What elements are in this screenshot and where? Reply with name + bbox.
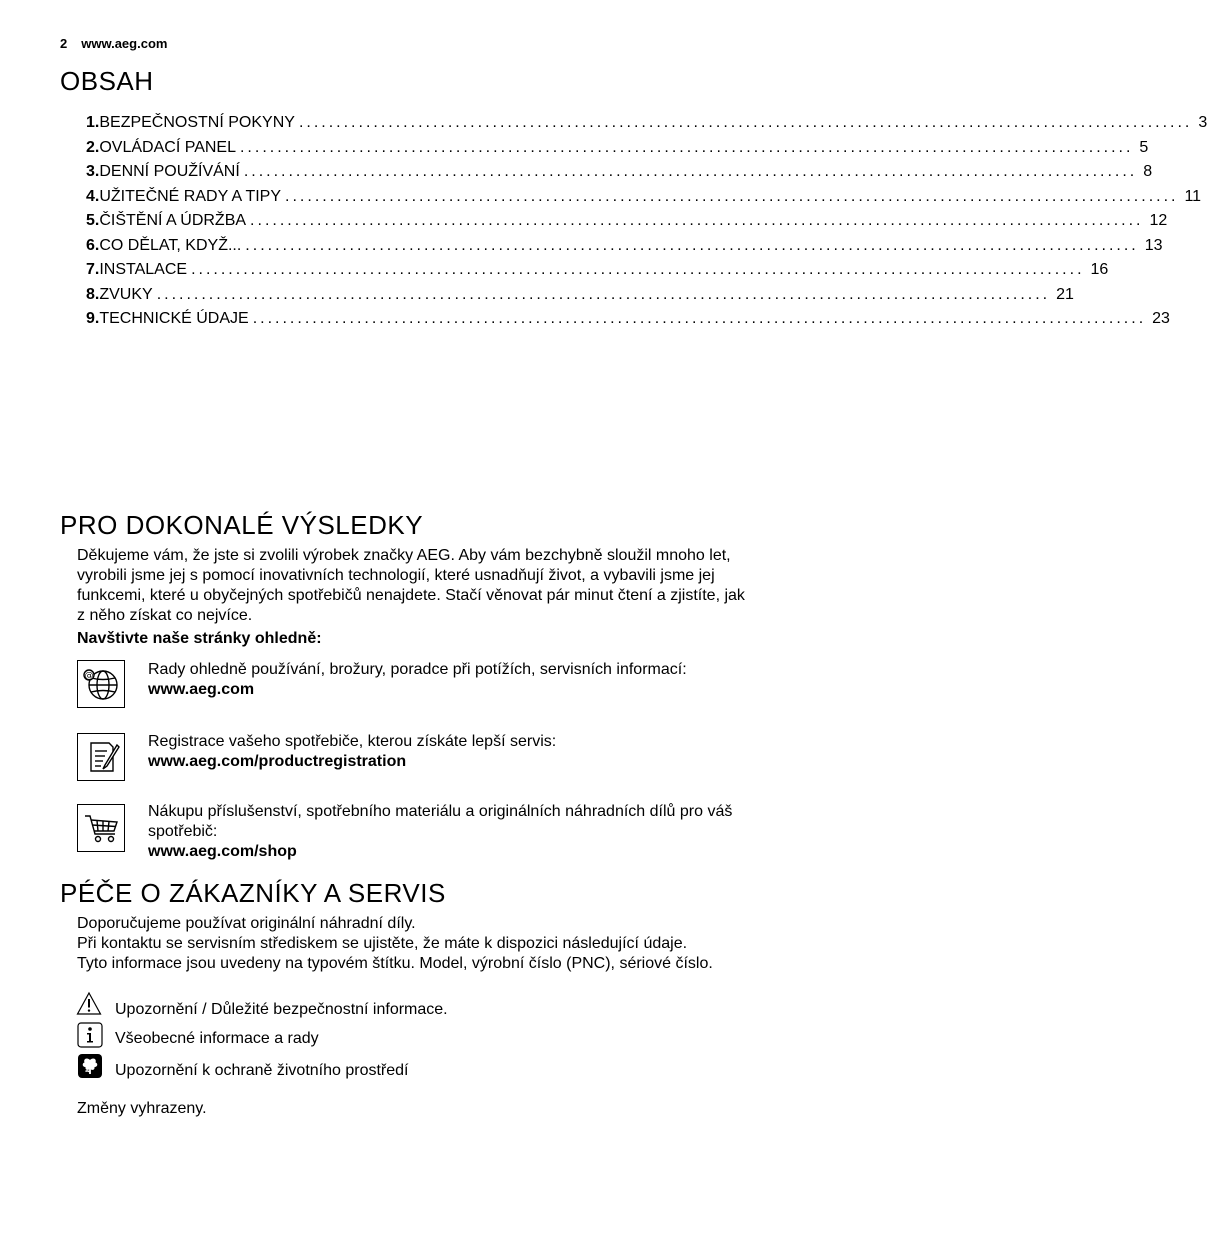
service-line: Doporučujeme používat originální náhradní díly. bbox=[77, 915, 416, 932]
link-description-line: Nákupu příslušenství, spotřebního materiálu a originálních náhradních dílů pro váš bbox=[148, 803, 733, 820]
toc-item[interactable] bbox=[86, 163, 1153, 188]
toc-dot-leader: ........................................................................................................................ bbox=[252, 310, 1147, 327]
intro-line: funkcemi, které u obyčejných spotřebičů nenajdete. Stačí věnovat pár minut čtení a zjistíte, jak bbox=[77, 587, 745, 604]
toc-item-title: DENNÍ POUŽÍVÁNÍ bbox=[99, 163, 240, 180]
results-section-title: PRO DOKONALÉ VÝSLEDKY bbox=[60, 510, 424, 540]
toc-item-title: CO DĚLAT, KDYŽ... bbox=[99, 236, 242, 254]
changes-reserved: Změny vyhrazeny. bbox=[77, 1100, 207, 1117]
toc-item-title: BEZPEČNOSTNÍ POKYNY bbox=[99, 114, 295, 131]
service-line: Tyto informace jsou uvedeny na typovém štítku. Model, výrobní číslo (PNC), sériové číslo. bbox=[77, 955, 713, 972]
toc-item-number: 8. bbox=[86, 285, 100, 303]
toc-item[interactable] bbox=[86, 285, 1074, 311]
page-header bbox=[60, 36, 167, 51]
toc-item-title: TECHNICKÉ ÚDAJE bbox=[99, 310, 249, 327]
shop-link[interactable]: www.aeg.com/shop bbox=[148, 843, 297, 860]
svg-text:@: @ bbox=[84, 671, 94, 681]
toc-item-page: 12 bbox=[1149, 212, 1168, 229]
link-description-line: spotřebič: bbox=[148, 823, 218, 840]
registration-icon bbox=[77, 733, 125, 781]
toc-item-title: ZVUKY bbox=[99, 285, 153, 303]
environment-icon bbox=[77, 1053, 103, 1079]
registration-link[interactable]: www.aeg.com/productregistration bbox=[148, 753, 407, 770]
toc-item-number: 5. bbox=[86, 212, 100, 229]
toc-item[interactable] bbox=[86, 212, 1168, 237]
toc-title: OBSAH bbox=[60, 66, 154, 96]
warning-note: Upozornění / Důležité bezpečnostní informace. bbox=[115, 1001, 448, 1018]
toc-item[interactable] bbox=[86, 310, 1170, 335]
intro-line: z něho získat co nejvíce. bbox=[77, 607, 253, 624]
toc-item-number: 3. bbox=[86, 163, 100, 180]
toc-dot-leader: ........................................................................................................................ bbox=[250, 212, 1144, 229]
toc-item-title: UŽITEČNÉ RADY A TIPY bbox=[99, 187, 282, 205]
toc-item[interactable] bbox=[86, 114, 1207, 139]
toc-dot-leader: ........................................................................................................................ bbox=[245, 236, 1139, 254]
toc-item-number: 7. bbox=[86, 261, 100, 278]
toc-item-title: ČIŠTĚNÍ A ÚDRŽBA bbox=[99, 212, 247, 229]
info-icon bbox=[77, 1022, 103, 1048]
info-note: Všeobecné informace a rady bbox=[115, 1030, 319, 1047]
table-of-contents bbox=[86, 114, 1207, 335]
toc-item[interactable] bbox=[86, 187, 1202, 213]
toc-item-number: 6. bbox=[86, 236, 100, 254]
service-section-title: PÉČE O ZÁKAZNÍKY A SERVIS bbox=[60, 878, 446, 908]
toc-item-page: 8 bbox=[1143, 163, 1153, 180]
toc-item[interactable] bbox=[86, 138, 1149, 164]
toc-item-number: 4. bbox=[86, 187, 100, 205]
globe-icon bbox=[77, 660, 125, 708]
link-description bbox=[148, 732, 828, 772]
toc-item-page: 11 bbox=[1184, 187, 1202, 205]
intro-paragraph bbox=[77, 546, 822, 626]
link-description-line: Registrace vašeho spotřebiče, kterou získáte lepší servis: bbox=[148, 733, 557, 750]
environment-note: Upozornění k ochraně životního prostředí bbox=[115, 1062, 409, 1079]
toc-item-page: 3 bbox=[1198, 114, 1207, 131]
toc-item-page: 23 bbox=[1152, 310, 1170, 327]
intro-line: Děkujeme vám, že jste si zvolili výrobek značky AEG. Aby vám bezchybně sloužil mnoho let, bbox=[77, 547, 731, 564]
toc-dot-leader: ........................................................................................................................ bbox=[298, 114, 1193, 131]
toc-dot-leader: ........................................................................................................................ bbox=[243, 163, 1138, 180]
support-link[interactable]: www.aeg.com bbox=[148, 681, 255, 698]
toc-item-title: INSTALACE bbox=[99, 261, 188, 278]
toc-dot-leader: ........................................................................................................................ bbox=[156, 285, 1051, 303]
toc-item[interactable] bbox=[86, 236, 1163, 262]
visit-label: Navštivte naše stránky ohledně: bbox=[77, 630, 322, 647]
toc-item-title: OVLÁDACÍ PANEL bbox=[99, 138, 236, 156]
link-description-line: Rady ohledně používání, brožury, poradce při potížích, servisních informací: bbox=[148, 661, 687, 678]
toc-dot-leader: ........................................................................................................................ bbox=[191, 261, 1085, 278]
toc-item-number: 2. bbox=[86, 138, 100, 156]
intro-line: vyrobili jsme jej s pomocí inovativních technologií, které usnadňují život, a vybavili jsme jej bbox=[77, 567, 715, 584]
shopping-cart-icon bbox=[77, 804, 125, 852]
toc-dot-leader: ........................................................................................................................ bbox=[239, 138, 1134, 156]
service-paragraph bbox=[77, 914, 822, 974]
service-line: Při kontaktu se servisním střediskem se ujistěte, že máte k dispozici následující údaje. bbox=[77, 935, 688, 952]
toc-item[interactable] bbox=[86, 261, 1109, 286]
toc-item-number: 1. bbox=[86, 114, 100, 131]
toc-item-page: 16 bbox=[1090, 261, 1109, 278]
warning-icon bbox=[76, 991, 102, 1017]
site-url[interactable]: www.aeg.com bbox=[81, 36, 168, 51]
toc-dot-leader: ........................................................................................................................ bbox=[285, 187, 1179, 205]
toc-item-page: 13 bbox=[1144, 236, 1163, 254]
page-number: 2 bbox=[60, 36, 68, 51]
toc-item-page: 5 bbox=[1139, 138, 1149, 156]
toc-item-page: 21 bbox=[1056, 285, 1074, 303]
link-description bbox=[148, 660, 828, 700]
toc-item-number: 9. bbox=[86, 310, 100, 327]
link-description bbox=[148, 802, 828, 862]
